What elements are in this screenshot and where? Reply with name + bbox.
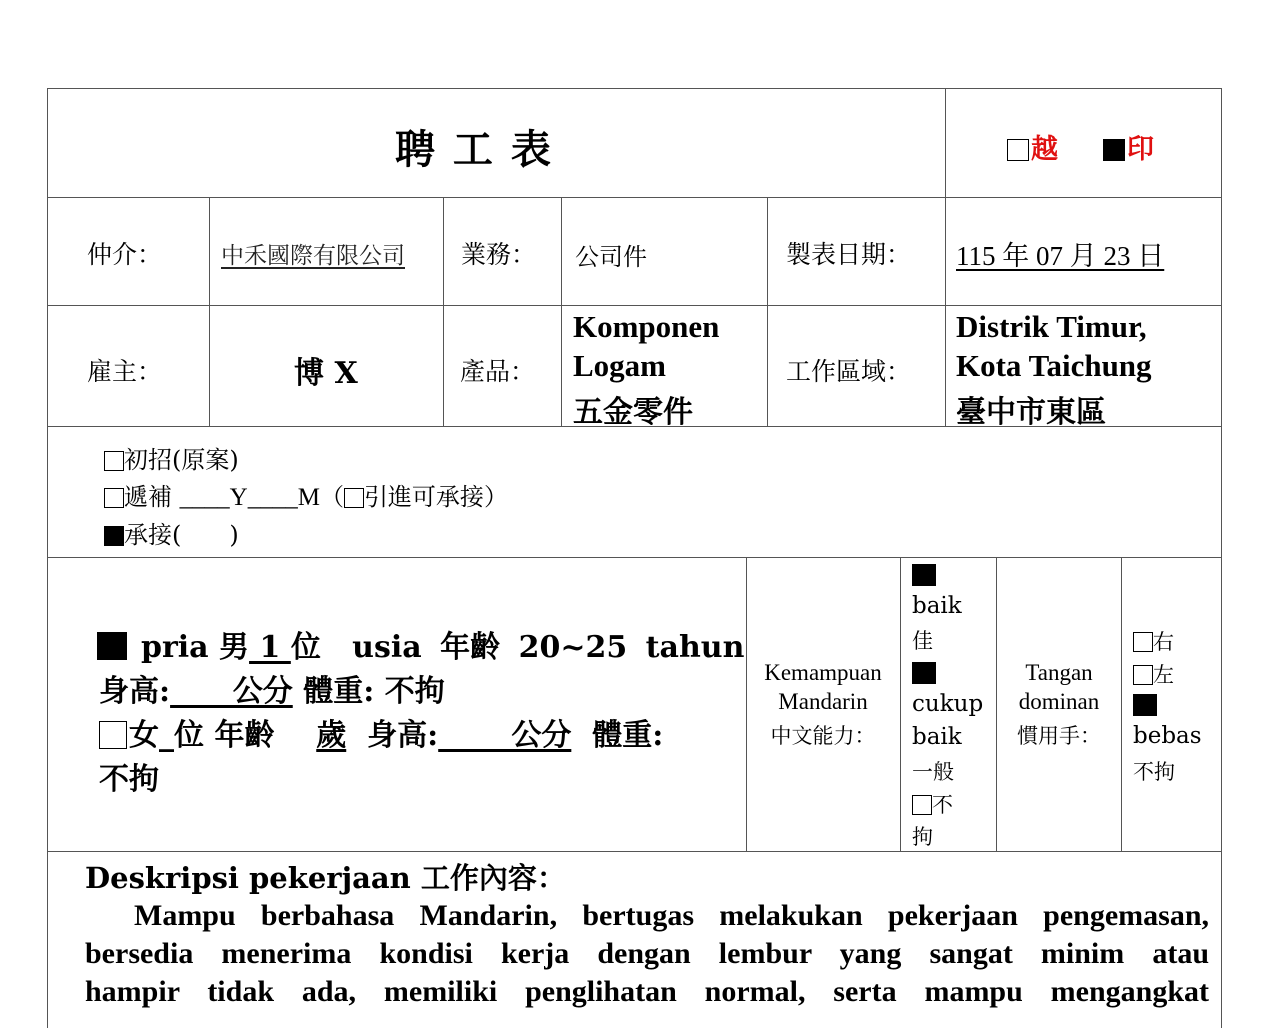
col-divider [443,197,444,426]
job-line-1: Mampu berbahasa Mandarin, bertugas melakukan pekerjaan pengemasan, [134,899,1209,932]
form-title: 聘 工 表 [395,126,553,173]
mandarin-good-label-zh: 佳 [912,629,933,653]
area-label: 工作區域： [786,357,912,386]
employer-value: 博 X [294,356,358,391]
height-blank: 公分 [170,674,293,709]
replace-date-blank: ____Y____M [179,484,320,511]
vietnam-checkbox[interactable] [1007,139,1029,161]
female-checkbox[interactable] [99,721,127,749]
height-label: 身高: [99,674,171,709]
job-line-2: bersedia menerima kondisi kerja dengan lembur yang sangat minim atau [85,937,1209,970]
product-line-2: Logam [573,348,666,383]
replace-paren-open: （ [319,483,344,511]
replace-sub-label: 引進可承接 [363,483,484,511]
col-divider [900,557,901,851]
row-divider [47,197,1222,198]
mandarin-ok-label-2: baik [912,724,962,750]
mandarin-any-label: 不 [932,793,953,817]
business-value: 公司件 [575,243,647,271]
case-takeover[interactable] [104,515,239,550]
hand-right-label: 右 [1153,630,1174,654]
hand-right-option[interactable] [1133,626,1174,656]
female-count-blank: _ [159,718,174,753]
mandarin-label-1: Kemampuan [764,660,882,685]
hand-any-label: bebas [1133,723,1202,749]
female-unit: 位 年齡 [174,718,275,753]
business-label: 業務： [461,240,537,269]
replace-sub-checkbox[interactable] [344,488,364,508]
age-range: usia 年齡 20~25 tahun [352,630,745,665]
case-new-checkbox[interactable] [104,451,124,471]
weight-label: 體重: 不拘 [303,674,445,709]
hand-label-1: Tangan [1025,660,1093,685]
mandarin-any-checkbox[interactable] [912,795,932,815]
replace-paren-close: ） [483,483,508,511]
mandarin-ok-checkbox[interactable] [912,662,936,686]
product-line-3: 五金零件 [573,395,693,430]
case-takeover-checkbox[interactable] [104,526,124,546]
hand-left-checkbox[interactable] [1133,665,1153,685]
col-divider [1121,557,1122,851]
job-heading: Deskripsi pekerjaan 工作內容： [85,861,566,895]
hand-any-checkbox[interactable] [1133,694,1157,718]
agent-label: 仲介： [87,240,163,269]
male-label: pria 男 [141,630,250,665]
male-requirement [97,622,744,666]
mandarin-good-checkbox[interactable] [912,564,936,588]
area-line-1: Distrik Timur, [956,309,1147,344]
hand-left-option[interactable] [1133,659,1174,689]
hand-label-2: dominan [1018,689,1100,714]
area-line-2: Kota Taichung [956,348,1152,383]
hand-left-label: 左 [1153,663,1174,687]
female-label: 女 [129,718,159,753]
indonesia-checkbox[interactable] [1103,139,1125,161]
case-replace[interactable] [104,477,508,512]
male-unit: 位 [290,630,321,665]
male-checkbox[interactable] [97,632,127,660]
male-count: 1 [249,630,291,665]
case-takeover-label: 承接( ) [124,521,239,549]
female-weight-value: 不拘 [99,762,159,797]
vietnam-label: 越 [1031,134,1058,165]
female-height-label: 身高: [367,718,439,753]
case-new[interactable] [104,440,239,475]
job-line-3: hampir tidak ada, memiliki penglihatan normal, serta mampu mengangkat [85,975,1209,1008]
col-divider [996,557,997,851]
hand-label-3: 慣用手： [1017,724,1101,748]
agent-value: 中禾國際有限公司 [221,243,405,269]
mandarin-label-3: 中文能力： [770,724,876,748]
mandarin-ok-label-zh: 一般 [912,760,954,784]
male-body-requirement [99,666,445,710]
row-divider [47,851,1222,852]
col-divider [209,197,210,426]
mandarin-ok-label: cukup [912,691,984,717]
female-requirement [99,710,663,754]
employer-label: 雇主： [87,357,163,386]
hand-right-checkbox[interactable] [1133,632,1153,652]
col-divider [746,557,747,851]
row-divider [47,305,1222,306]
nationality-vietnam[interactable] [1007,127,1058,166]
female-weight-label: 體重: [592,718,664,753]
indonesia-label: 印 [1127,134,1154,165]
mandarin-any-option[interactable] [912,789,953,819]
col-divider [561,197,562,426]
case-replace-checkbox[interactable] [104,488,124,508]
female-height-blank: 公分 [438,718,572,753]
product-line-1: Komponen [573,309,720,344]
case-replace-label: 遞補 [124,483,172,511]
date-value: 115 年 07 月 23 日 [956,241,1165,271]
col-divider [945,88,946,426]
date-label: 製表日期： [786,240,912,269]
col-divider [767,197,768,426]
mandarin-any-label-2: 拘 [912,825,933,849]
mandarin-good-label: baik [912,593,962,619]
row-divider [47,557,1222,558]
product-label: 產品： [460,357,536,386]
nationality-indonesia[interactable] [1103,127,1154,166]
female-age-blank: 歲 [316,718,347,753]
case-new-label: 初招(原案) [124,446,239,474]
hand-any-label-zh: 不拘 [1133,760,1175,784]
mandarin-label-2: Mandarin [778,689,868,714]
area-line-3: 臺中市東區 [956,395,1106,430]
